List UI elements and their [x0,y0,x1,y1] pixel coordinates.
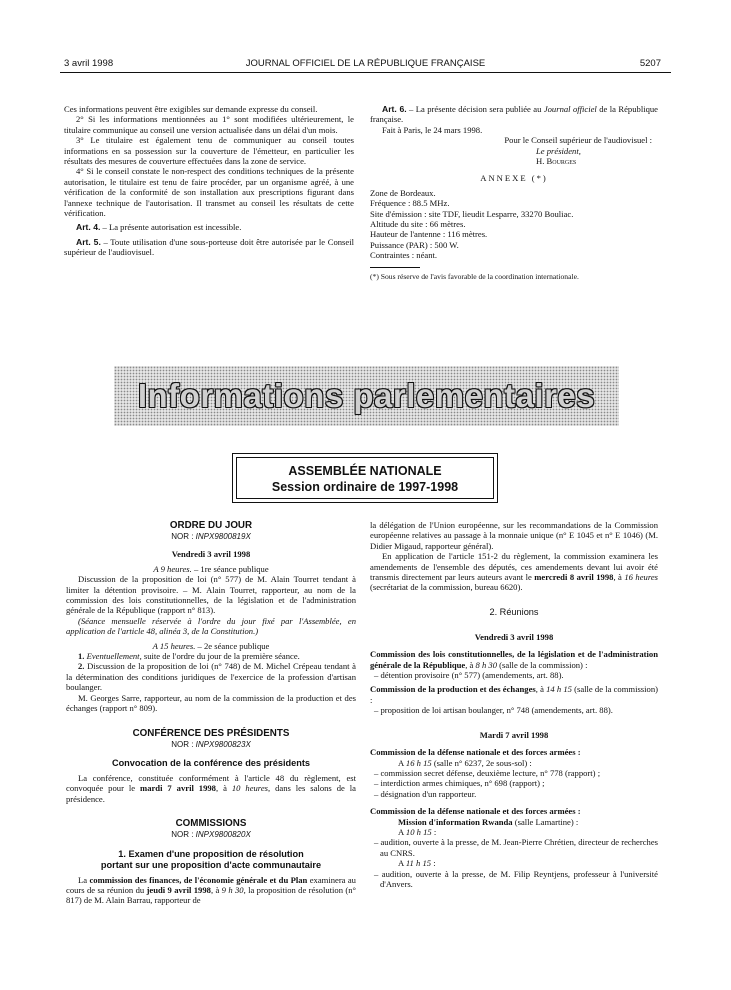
day-heading: Vendredi 3 avril 1998 [474,631,554,642]
article-5 [64,237,354,258]
text: La conférence, constituée conformément à l'article 48 du règlement, est convoquée pour le [66,772,356,794]
text: A [398,757,406,768]
paragraph [66,773,356,804]
date: mercredi 8 avril 1998 [534,572,614,583]
article-label: Art. 5. [76,236,101,247]
ordre-du-jour-heading: ORDRE DU JOUR [169,520,253,531]
top-right-column [370,104,658,282]
text: examinera au cours de sa réunion du [66,874,356,895]
nor-code: INPX9800820X [195,830,251,840]
paragraph [66,875,356,906]
bottom-left-column [66,520,356,906]
assemblee-inner-frame [236,457,494,499]
signature-title: Le président, [536,145,581,156]
nor-label: NOR : [171,830,196,840]
item-text: suite de l'ordre du jour de la première séance. [141,651,300,662]
top-left-column [64,104,354,258]
text: (secrétariat de la commission, bureau 6620). [370,582,523,593]
nor-reference [66,532,356,542]
annexe-line: Zone de Bordeaux. [370,187,436,198]
annexe-heading: ANNEXE (*) [480,173,548,184]
mission-name: Mission d'information Rwanda [398,816,513,827]
session-time [66,564,356,574]
assemblee-nationale-box [232,453,498,503]
item-text: Discussion de la proposition de loi (n° 748) de M. Michel Crépeau tendant à la détermination des conditions juridiques de l'exercice de la profession d'artisan boulanger. [66,661,356,693]
session-label: – 1re séance publique [191,563,269,574]
annexe-line: Fréquence : 88.5 MHz. [370,198,450,209]
article-text: de la République française. [370,104,659,125]
mission-line [370,817,658,827]
time: 11 h 15 [405,858,432,869]
nor-code: INPX9800819X [195,532,251,541]
session-time [66,641,356,651]
day-heading: Vendredi 3 avril 1998 [171,549,251,560]
signatory-name: H. Bourges [536,156,577,167]
text: La [78,874,90,885]
paragraph: 2° Si les informations mentionnées au 1° sont modifiées ultérieurement, le titulaire communique au conseil une version actualisée dans un délai d'un mois. [64,114,354,135]
time: 14 h 15 [546,684,572,695]
item-number: 1. [78,651,85,662]
commission-name: Commission de la production et des échanges [370,684,536,695]
commission-name: Commission de la défense nationale et des forces armées : [370,806,581,817]
session-label: – 2e séance publique [195,640,270,651]
article-text: – La présente décision sera publiée au [406,104,544,114]
article-text: – La présente autorisation est incessible. [100,222,242,233]
annexe-line: Hauteur de l'antenne : 116 mètres. [370,229,488,240]
time: 8 h 30 [475,659,497,670]
text: , la proposition de résolution (n° 817) de M. Alain Barrau, rapporteur de [66,884,356,906]
commission-name: commission des finances, de l'économie générale et du Plan [89,874,308,885]
agenda-item [66,651,356,661]
note: (Séance mensuelle réservée à l'ordre du jour fixé par l'Assemblée, en application de l'article 48, alinéa 3, de la Constitution.) [66,615,356,637]
commission-name: Commission des lois constitutionnelles, de la législation et de l'administration générale de la République [370,649,658,670]
fait-a-paris: Fait à Paris, le 24 mars 1998. [382,124,483,135]
paragraph: M. Georges Sarre, rapporteur, au nom de la commission de la production et des échanges (rapport n° 809). [66,692,356,714]
header-date: 3 avril 1998 [64,58,114,69]
nor-code: INPX9800823X [195,739,251,749]
time: 16 heures [624,572,658,583]
item-emphasis: Eventuellement, [84,651,142,662]
item-number: 2. [78,661,85,672]
article-label: Art. 6. [382,104,407,114]
text: , à [210,884,222,895]
commission-entry [370,649,658,670]
annexe-line: Contraintes : néant. [370,250,438,261]
article-6 [370,104,658,125]
date: mardi 7 avril 1998 [140,783,216,794]
paragraph: Discussion de la proposition de loi (n° 577) de M. Alain Tourret tendant à limiter la détention provisoire. – M. Alain Tourret, rapporteur, au nom de la commission des lois constitutionnelles, de la législation et de l'administration générale de la République (rapport n° 813). [66,574,356,616]
header-rule [60,72,671,73]
commissions-heading: COMMISSIONS [175,818,247,830]
time: 16 h 15 [405,757,432,768]
text: (salle de la commission) : [370,684,658,705]
bottom-right-column [370,520,658,889]
nor-label: NOR : [171,739,196,749]
assemblee-title: ASSEMBLÉE NATIONALE [288,464,442,478]
commissions-subheading: portant sur une proposition d'acte communautaire [100,859,322,870]
time: A 9 heures. [153,563,192,574]
text: , à [465,659,476,670]
text: (salle de la commission) : [497,659,588,670]
session-time [370,758,658,768]
agenda-item: – commission secret défense, deuxième lecture, n° 778 (rapport) ; [374,767,601,778]
conference-heading: CONFÉRENCE DES PRÉSIDENTS [132,727,290,739]
agenda-item: – désignation d'un rapporteur. [374,788,477,799]
session-time [370,827,658,837]
paragraph: la délégation de l'Union européenne, sur les recommandations de la Commission européenne relatives au passage à la monnaie unique (n° E 1045 et n° E 1046) (M. Didier Migaud, rapporteur général). [370,520,658,551]
paragraph [370,551,658,593]
nor-label: NOR : [171,532,196,541]
text: , à [535,684,547,695]
time: A 15 heures. [152,640,196,651]
agenda-item: – audition, ouverte à la presse, de M. Jean-Pierre Chrétien, directeur de recherches au CNRS. [374,837,658,858]
agenda-item: – proposition de loi artisan boulanger, n° 748 (amendements, art. 88). [374,705,613,716]
paragraph: Ces informations peuvent être exigibles sur demande expresse du conseil. [64,104,318,114]
time: 9 h 30 [221,884,244,895]
section-banner-title: Informations parlementaires [137,377,596,414]
commission-entry [370,684,658,705]
journal-name: Journal officiel [543,104,597,114]
nor-reference [66,740,356,750]
header-journal-title: JOURNAL OFFICIEL DE LA RÉPUBLIQUE FRANÇAISE [245,58,486,69]
reunions-heading: 2. Réunions [489,606,539,617]
text: A [398,826,406,837]
agenda-item: – interdiction armes chimiques, n° 698 (rapport) ; [374,778,545,789]
text: , dans les salons de la présidence. [66,783,356,804]
commission-name: Commission de la défense nationale et des forces armées : [370,747,581,758]
conference-subheading: Convocation de la conférence des présidents [111,757,311,768]
text: : [431,858,436,869]
article-4 [64,222,354,232]
article-text: – Toute utilisation d'une sous-porteuse doit être autorisée par le Conseil supérieur de l'audiovisuel. [64,236,354,258]
text: , à [215,783,232,794]
footnote-rule [370,267,420,268]
nor-reference [66,830,356,840]
day-heading: Mardi 7 avril 1998 [479,729,549,740]
agenda-item: – détention provisoire (n° 577) (amendements, art. 88). [374,670,564,681]
annexe-line: Altitude du site : 66 mètres. [370,219,466,230]
text: : [431,826,437,837]
paragraph: 4° Si le conseil constate le non-respect des conditions techniques de la présente autorisation, le titulaire est tenu de faire procéder, par un organisme agréé, à une vérification de la conformité de son installation aux prescriptions figurant dans l'annexe technique de l'autorisation. Il transmet au conseil les résultats de cette vérification. [64,166,354,219]
time: 10 heures [231,783,268,794]
agenda-item: – audition, ouverte à la presse, de M. Filip Reyntjens, professeur à l'université d'Anvers. [374,868,658,889]
header-page-number: 5207 [639,58,661,69]
text: (salle Lamartine) : [512,816,579,827]
session-title: Session ordinaire de 1997-1998 [271,480,459,494]
agenda-item [66,661,356,692]
text: (salle n° 6237, 2e sous-sol) : [431,757,532,768]
text: A [398,858,406,869]
annexe-line: Puissance (PAR) : 500 W. [370,239,459,250]
annexe-line: Site d'émission : site TDF, lieudit Lesparre, 33270 Bouliac. [370,208,574,219]
article-label: Art. 4. [76,222,101,233]
signature-for: Pour le Conseil supérieur de l'audiovisuel : [504,135,652,146]
commissions-subheading: 1. Examen d'une proposition de résolution [118,848,304,859]
session-time [370,858,658,868]
time: 10 h 15 [405,826,432,837]
paragraph: 3° Le titulaire est également tenu de communiquer au conseil toutes informations en sa possession sur la couverture de l'émetteur, en particulier les résultats des mesures de couverture effectuées dans la zone de service. [64,135,354,167]
text: , à [613,572,625,583]
date: jeudi 9 avril 1998 [146,884,211,895]
text: En application de l'article 151-2 du règlement, la commission examinera les amendements de l'ensemble des députés, ces amendements devant lui avoir été transmis directement par leurs auteurs avant le [370,551,658,583]
footnote: (*) Sous réserve de l'avis favorable de la coordination internationale. [370,271,579,281]
